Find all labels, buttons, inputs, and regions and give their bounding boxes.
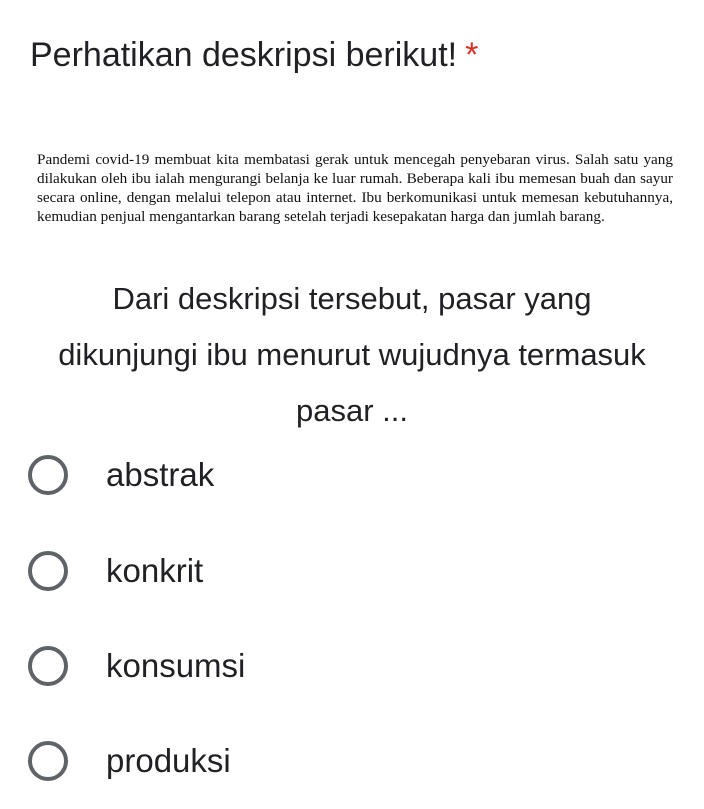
- option-label: abstrak: [106, 456, 215, 493]
- option-label: produksi: [106, 742, 231, 779]
- question-title-row: [30, 30, 690, 80]
- option-abstrak[interactable]: [24, 445, 664, 505]
- required-marker: *: [465, 36, 479, 74]
- question-prompt: Dari deskripsi tersebut, pasar yang dikunjungi ibu menurut wujudnya termasuk pasar ...: [58, 281, 646, 428]
- option-label: konkrit: [106, 552, 204, 589]
- question-title: Perhatikan deskripsi berikut!: [30, 36, 458, 74]
- option-produksi[interactable]: [24, 731, 664, 791]
- radio-button[interactable]: [28, 455, 68, 495]
- option-konkrit[interactable]: [24, 541, 664, 601]
- radio-button[interactable]: [28, 551, 68, 591]
- description-text: Pandemi covid-19 membuat kita membatasi gerak untuk mencegah penyebaran virus. Salah satu yang dilakukan oleh ibu ialah mengurangi belanja ke luar rumah. Beberapa kali ibu memesan buah dan sayur secara online, dengan melalui telepon atau internet. Ibu berkomunikasi untuk memesan kebutuhannya, kemudian penjual mengantarkan barang setelah terjadi kesepakatan harga dan jumlah barang.: [37, 151, 673, 225]
- radio-button[interactable]: [28, 741, 68, 781]
- question-description-image: [37, 150, 673, 226]
- option-label: konsumsi: [106, 647, 246, 684]
- option-konsumsi[interactable]: [24, 636, 664, 696]
- radio-button[interactable]: [28, 646, 68, 686]
